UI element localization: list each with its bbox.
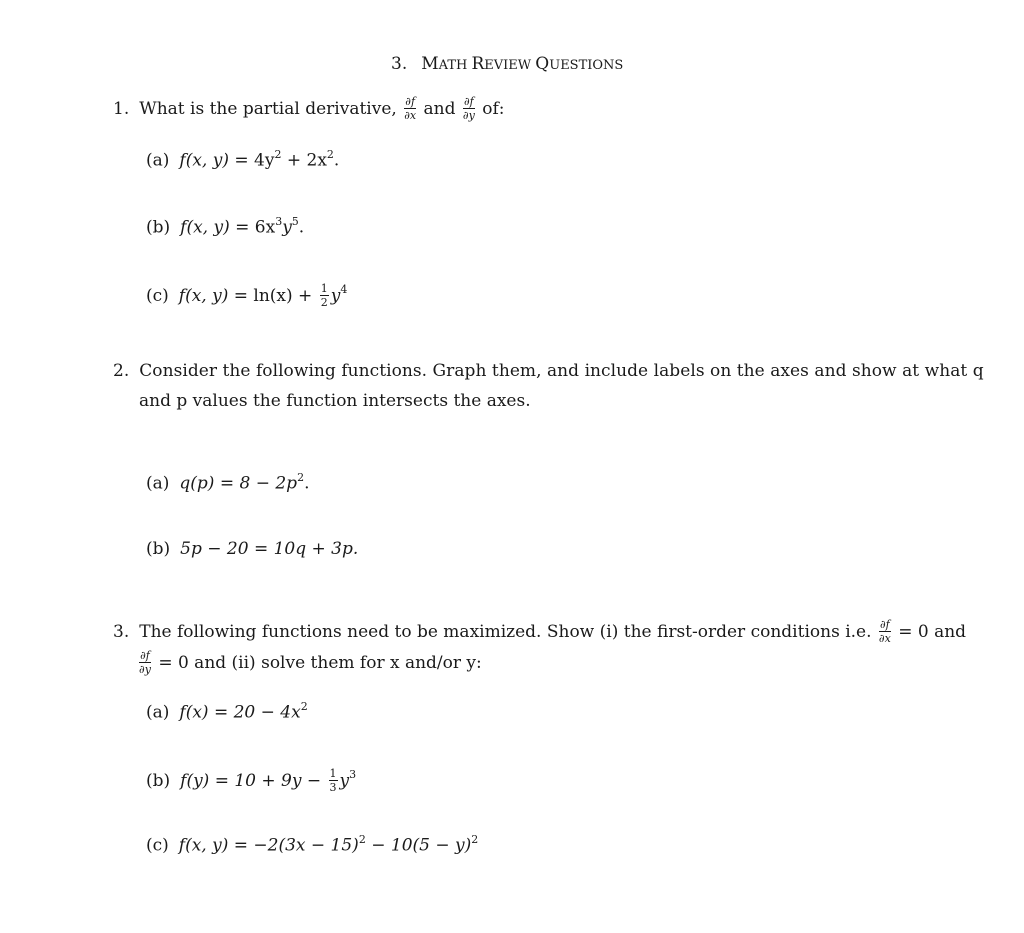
q1-frac-dfdx: $\frac{\partial f}{\partial x}$ [404,95,417,122]
exponent: 2 [297,471,305,484]
half-fraction: $\frac{1}{2}$ [320,282,328,309]
q3a-item [146,702,308,722]
section-number: 3. [391,54,408,74]
q1-frac-dfdy: $\frac{\partial f}{\partial y}$ [462,95,475,122]
item-label: (c) [146,835,169,856]
exponent: 3 [275,215,283,228]
math-expr: 5p − 20 = 10q + 3p. [180,539,359,559]
math-expr: f(x, y) = −2(3x − 15) [178,835,359,856]
math-expr: y [339,771,350,791]
item-label: (a) [146,702,170,723]
math-expr: q(p) = 8 − 2p [179,473,298,494]
q3c-item [146,835,478,855]
q3-frac-dfdx: $\frac{\partial f}{\partial x}$ [878,618,891,645]
section-title-part: EVIEW [484,58,536,73]
math-expr: f(x) = 20 − 4x [179,702,301,723]
math-expr: y [330,286,341,306]
item-label: (a) [146,473,170,494]
q3-number: 3. [113,622,130,642]
section-title-part: ATH [438,58,472,73]
item-label: (a) [146,150,170,171]
third-fraction: $\frac{1}{3}$ [329,767,337,794]
exponent: 3 [349,768,357,782]
section-title-part: Q [535,54,550,74]
math-expr: = ln(x) + [233,286,313,306]
exponent: 2 [326,148,334,161]
q3-text: The following functions need to be maximized. Show (i) the first-order conditions i.e. [139,622,872,642]
q3-frac-dfdy: $\frac{\partial f}{\partial y}$ [139,649,151,676]
q1a-item [146,150,339,170]
q1-of: of: [482,99,505,119]
item-label: (b) [146,217,171,238]
item-label: (b) [146,771,171,791]
q2-text: and p values the function intersects the axes. [139,391,531,411]
q1c-item [146,284,347,309]
math-expr: . [333,150,340,171]
q2b-item [146,541,358,558]
q1-number: 1. [113,99,130,119]
section-title-part: M [421,54,439,74]
section-title-part: R [471,54,485,74]
math-expr: f(x, y) [178,286,229,306]
exponent: 5 [291,215,299,228]
exponent: 2 [471,833,479,846]
exponent: 2 [300,700,308,713]
q2-prompt-line2 [139,393,531,410]
q1b-item [146,217,304,237]
math-expr: . [304,473,310,494]
q3-text: = 0 and [898,622,967,642]
q2-text: Consider the following functions. Graph them, and include labels on the axes and show at what q [139,361,984,381]
q1-text: What is the partial derivative, [139,99,397,119]
exponent: 4 [340,283,348,297]
math-expr: f(x, y) [179,150,229,171]
q3-prompt-line2 [137,651,482,676]
math-expr: + 2x [286,150,327,171]
math-expr: = 6x [235,217,276,238]
item-label: (b) [146,539,171,559]
q2a-item [146,473,309,493]
math-expr: f(y) = 10 + 9y − [180,771,322,791]
math-expr: . [298,217,305,238]
item-label: (c) [146,286,169,306]
section-title-part: UESTIONS [549,58,624,73]
math-expr: − 10(5 − y) [371,835,472,856]
section-heading [391,56,623,73]
q1-and: and [423,99,456,119]
exponent: 2 [274,148,282,161]
q3b-item [146,769,356,794]
math-expr: y [282,217,292,238]
math-expr: f(x, y) [180,217,230,238]
q2-number: 2. [113,361,130,381]
q1-prompt [113,97,504,122]
exponent: 2 [358,833,366,846]
math-expr: = 4y [234,150,275,171]
q3-prompt-line1 [113,620,966,645]
q3-text: = 0 and (ii) solve them for x and/or y: [158,653,482,673]
q2-prompt-line1 [113,363,984,380]
